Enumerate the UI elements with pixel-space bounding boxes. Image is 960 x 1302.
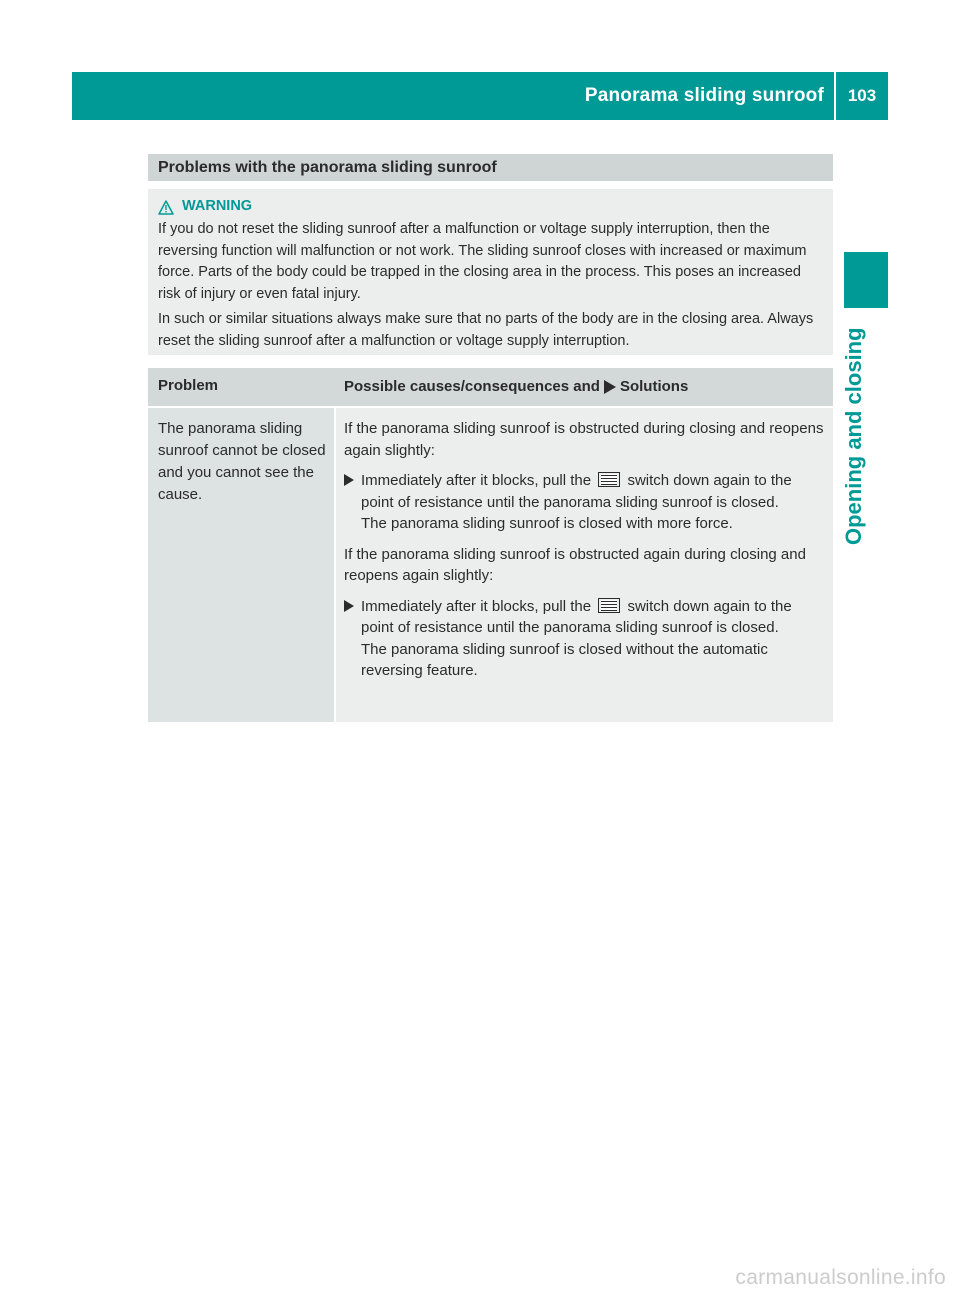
table-header — [148, 368, 833, 408]
instruction-step — [344, 470, 827, 535]
problem-table — [148, 368, 833, 722]
sunroof-switch-icon — [598, 472, 620, 487]
step-text-before: Immediately after it blocks, pull the — [361, 472, 592, 489]
step-text-before: Immediately after it blocks, pull the — [361, 597, 592, 615]
step-arrow-icon — [344, 470, 354, 535]
table-row — [148, 408, 833, 722]
warning-icon — [158, 200, 174, 215]
solution-cell — [336, 408, 833, 722]
step-text-after: switch down again to the point of resistance until the panorama sliding sunroof is closed. — [361, 472, 792, 511]
header-causes — [336, 368, 833, 406]
section-title: Problems with the panorama sliding sunroof — [148, 154, 833, 181]
header-solutions-text: Solutions — [619, 378, 689, 395]
step-text — [361, 596, 827, 682]
step-text-after: switch down again to the point of resistance until the panorama sliding sunroof is closed. — [361, 597, 792, 636]
side-tab-marker — [844, 252, 888, 308]
running-header — [72, 72, 888, 120]
warning-heading — [158, 195, 825, 219]
step-result: The panorama sliding sunroof is closed without the automatic reversing feature. — [361, 640, 768, 679]
warning-paragraph: If you do not reset the sliding sunroof after a malfunction or voltage supply interruption, then the reversing function will malfunction or not work. The sliding sunroof closes with increased or maximum force. Parts of the body could be trapped in the closing area in the process. This poses an increased risk of injury or even fatal injury. — [158, 221, 807, 302]
step-arrow-icon — [344, 596, 354, 682]
instruction-step — [344, 596, 827, 682]
condition-text: If the panorama sliding sunroof is obstructed again during closing and reopens again slightly: — [344, 545, 806, 584]
sunroof-switch-icon — [598, 598, 620, 613]
solution-arrow-icon — [604, 380, 616, 394]
header-title: Panorama sliding sunroof — [584, 85, 824, 106]
header-causes-text: Possible causes/consequences and — [344, 378, 600, 395]
step-text — [361, 470, 827, 535]
warning-paragraph: In such or similar situations always make sure that no parts of the body are in the closing area. Always reset the sliding sunroof after a malfunction or voltage supply interruption. — [158, 311, 814, 349]
warning-box — [148, 189, 833, 355]
side-tab-label: Opening and closing — [841, 327, 866, 545]
page-number: 103 — [847, 86, 877, 105]
problem-cell: The panorama sliding sunroof cannot be closed and you cannot see the cause. — [148, 408, 336, 722]
watermark[interactable]: carmanualsonline.info — [735, 1266, 946, 1289]
step-result: The panorama sliding sunroof is closed with more force. — [361, 515, 733, 532]
header-problem: Problem — [158, 377, 219, 394]
warning-label: WARNING — [182, 198, 253, 215]
condition-text: If the panorama sliding sunroof is obstructed during closing and reopens again slightly: — [344, 420, 824, 459]
